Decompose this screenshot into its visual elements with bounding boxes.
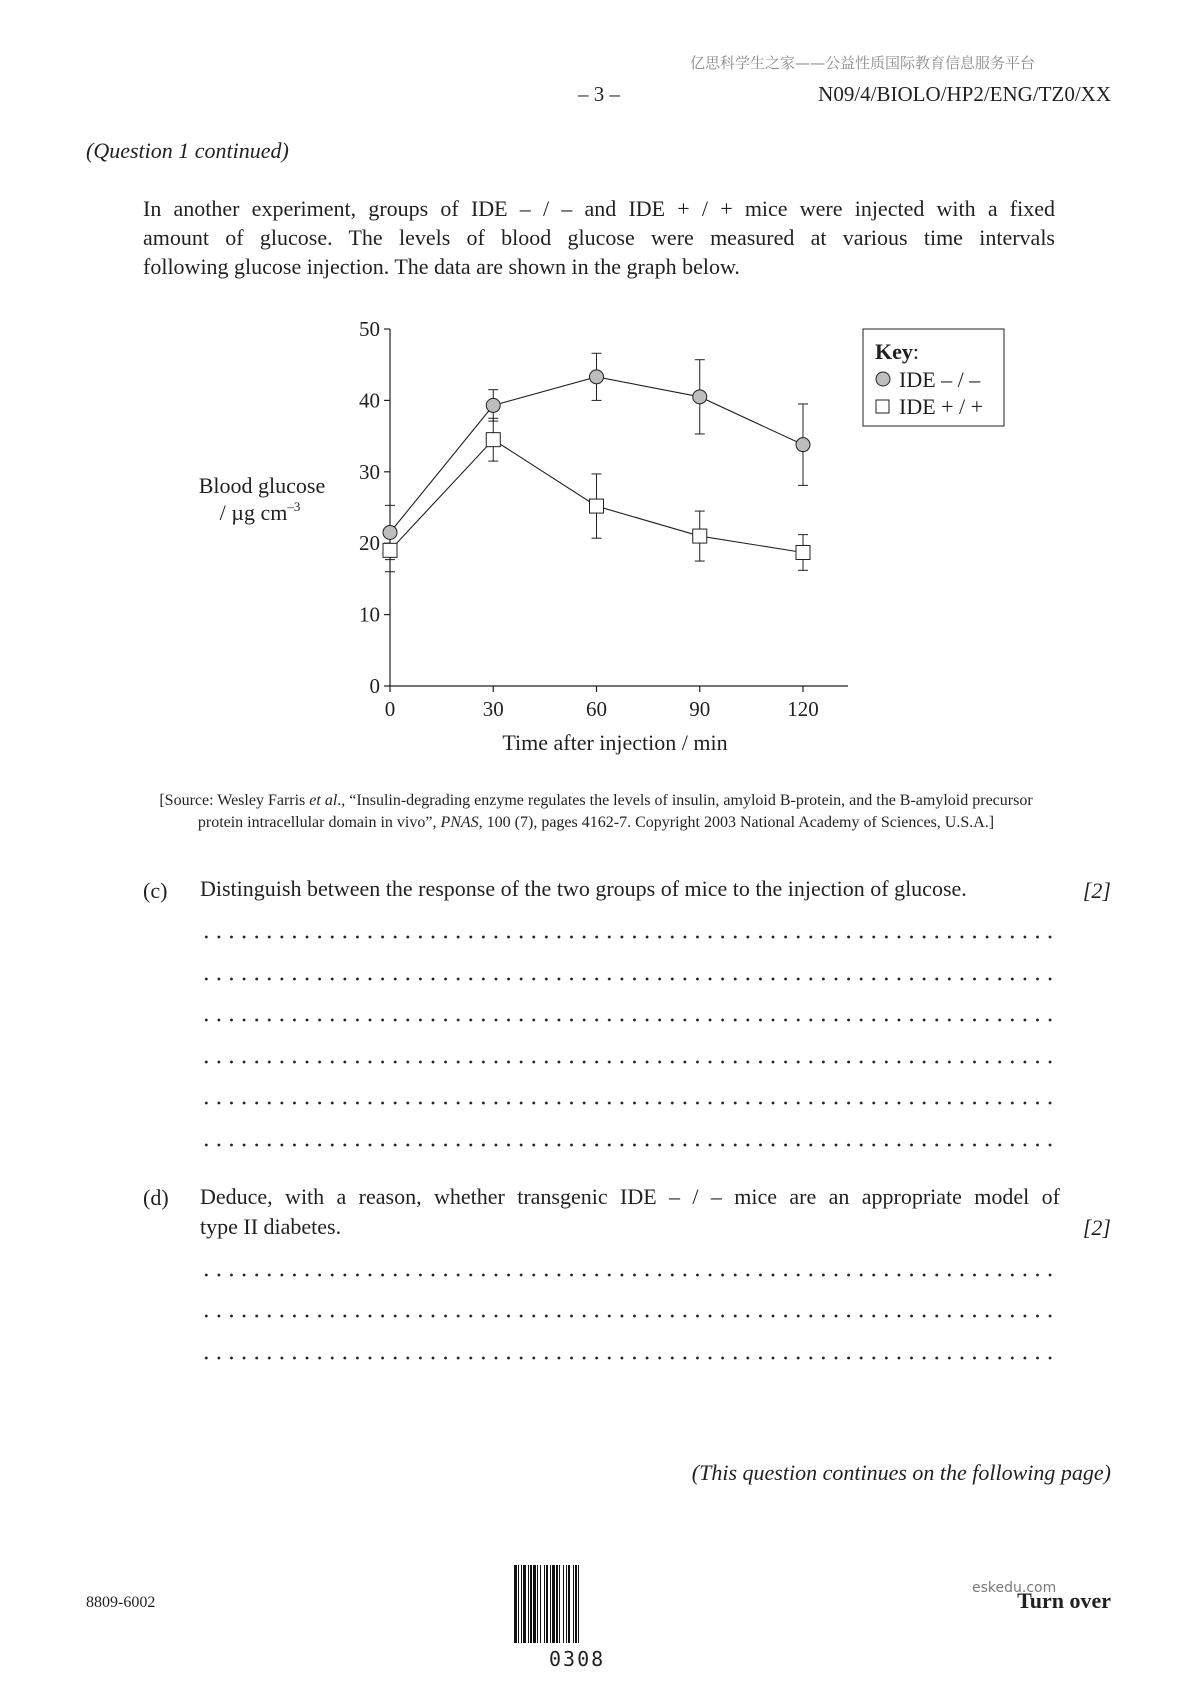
y-tick-label: 40 bbox=[359, 388, 380, 413]
barcode-bar bbox=[518, 1565, 519, 1643]
part-d-question-line-1: Deduce, with a reason, whether transgenic IDE – / – mice are an appropriate model of bbox=[200, 1184, 1060, 1209]
intro-line-3: following glucose injection. The data are shown in the graph below. bbox=[143, 254, 740, 279]
data-point-ide-minus bbox=[486, 398, 500, 412]
data-point-ide-minus bbox=[693, 390, 707, 404]
answer-line-c-3[interactable] bbox=[200, 1015, 1055, 1025]
part-d-marks: [2] bbox=[1082, 1215, 1111, 1240]
legend-square-marker bbox=[876, 400, 889, 413]
x-tick-label: 90 bbox=[689, 697, 711, 721]
x-tick-label: 120 bbox=[787, 697, 819, 721]
intro-line-2: amount of glucose. The levels of blood glucose were measured at various time intervals bbox=[143, 225, 1055, 250]
y-axis-unit: / µg $cm^{-3}$ bbox=[219, 499, 301, 525]
answer-line-c-6[interactable] bbox=[200, 1140, 1055, 1150]
data-point-ide-minus bbox=[590, 370, 604, 384]
barcode-bar bbox=[578, 1565, 579, 1643]
eskedu-watermark: eskedu.com bbox=[972, 1580, 1057, 1596]
y-axis-label: Blood glucose bbox=[198, 473, 326, 498]
data-point-ide-plus bbox=[383, 543, 397, 557]
data-point-ide-minus bbox=[383, 525, 397, 539]
intro-paragraph bbox=[143, 194, 1055, 281]
legend-label-ide-minus: IDE – / – bbox=[899, 367, 981, 392]
x-axis-label: Time after injection / min bbox=[502, 730, 728, 755]
barcode-bar bbox=[537, 1565, 538, 1643]
legend-circle-marker bbox=[876, 372, 890, 386]
y-tick-label: 50 bbox=[359, 317, 380, 341]
barcode-bar bbox=[546, 1565, 548, 1643]
part-d-label: (d) bbox=[143, 1185, 169, 1210]
barcode-bar bbox=[575, 1565, 577, 1643]
barcode-bar bbox=[540, 1565, 541, 1643]
y-tick-label: 10 bbox=[359, 602, 380, 627]
paper-code: N09/4/BIOLO/HP2/ENG/TZ0/XX bbox=[818, 82, 1111, 106]
answer-line-d-3[interactable] bbox=[200, 1353, 1055, 1363]
continues-note: (This question continues on the following page) bbox=[691, 1460, 1111, 1485]
part-d-question-line-2: type II diabetes. bbox=[200, 1214, 342, 1239]
intro-line-1: In another experiment, groups of IDE – / – and IDE + / + mice were injected with a fixed bbox=[143, 196, 1055, 221]
x-tick-label: 60 bbox=[586, 697, 607, 721]
y-tick-label: 30 bbox=[359, 459, 380, 484]
barcode-bar bbox=[550, 1565, 551, 1643]
answer-line-d-2[interactable] bbox=[200, 1311, 1055, 1321]
chart-legend bbox=[863, 329, 1004, 426]
turn-over-label: Turn over bbox=[1017, 1588, 1111, 1613]
source-line-1: [Source: Wesley Farris et al., “Insulin-degrading enzyme regulates the levels of insulin, amyloid B-protein, and the B-amyloid precursor bbox=[159, 792, 1033, 809]
part-c-label: (c) bbox=[143, 878, 168, 903]
part-c-question: Distinguish between the response of the two groups of mice to the injection of glucose. bbox=[200, 876, 967, 901]
part-d-question bbox=[200, 1182, 1060, 1242]
question-continued-label: (Question 1 continued) bbox=[86, 138, 289, 163]
watermark-text: 亿思科学生之家——公益性质国际教育信息服务平台 bbox=[690, 54, 1036, 72]
answer-line-c-4[interactable] bbox=[200, 1057, 1055, 1067]
y-tick-label: 20 bbox=[359, 531, 380, 556]
barcode-bar bbox=[573, 1565, 574, 1643]
barcode-bar bbox=[530, 1565, 532, 1643]
answer-line-c-2[interactable] bbox=[200, 974, 1055, 984]
source-citation bbox=[90, 790, 1102, 834]
legend-label-ide-plus: IDE + / + bbox=[899, 394, 984, 419]
barcode-bar bbox=[521, 1565, 522, 1643]
y-tick-label: 0 bbox=[369, 674, 380, 698]
barcode-bar bbox=[563, 1565, 564, 1643]
barcode-number: 0308 bbox=[549, 1647, 606, 1671]
data-point-ide-plus bbox=[590, 499, 604, 513]
barcode bbox=[512, 1565, 644, 1651]
x-tick-label: 0 bbox=[384, 697, 396, 721]
x-tick-label: 30 bbox=[482, 697, 504, 721]
barcode-bar bbox=[514, 1565, 517, 1643]
chart-series bbox=[383, 353, 810, 571]
data-point-ide-minus bbox=[796, 438, 810, 452]
barcode-bar bbox=[556, 1565, 558, 1643]
barcode-bar bbox=[568, 1565, 570, 1643]
answer-line-c-5[interactable] bbox=[200, 1098, 1055, 1108]
barcode-bar bbox=[523, 1565, 526, 1643]
data-point-ide-plus bbox=[796, 545, 810, 559]
barcode-bar bbox=[566, 1565, 567, 1643]
barcode-bar bbox=[552, 1565, 555, 1643]
blood-glucose-chart bbox=[180, 310, 1020, 770]
page-number: – 3 – bbox=[578, 82, 620, 106]
barcode-bar bbox=[528, 1565, 529, 1643]
part-c-marks: [2] bbox=[1082, 878, 1111, 903]
source-line-2: protein intracellular domain in vivo”, PNAS, 100 (7), pages 4162-7. Copyright 2003 National Academy of Sciences, U.S.A.] bbox=[197, 814, 995, 831]
barcode-bar bbox=[544, 1565, 545, 1643]
barcode-bar bbox=[559, 1565, 560, 1643]
footer-code: 8809-6002 bbox=[86, 1594, 156, 1611]
data-point-ide-plus bbox=[693, 529, 707, 543]
answer-line-c-1[interactable] bbox=[200, 932, 1055, 942]
answer-line-d-1[interactable] bbox=[200, 1270, 1055, 1280]
legend-title: Key: bbox=[875, 339, 920, 364]
data-point-ide-plus bbox=[486, 433, 500, 447]
barcode-bar bbox=[533, 1565, 536, 1643]
